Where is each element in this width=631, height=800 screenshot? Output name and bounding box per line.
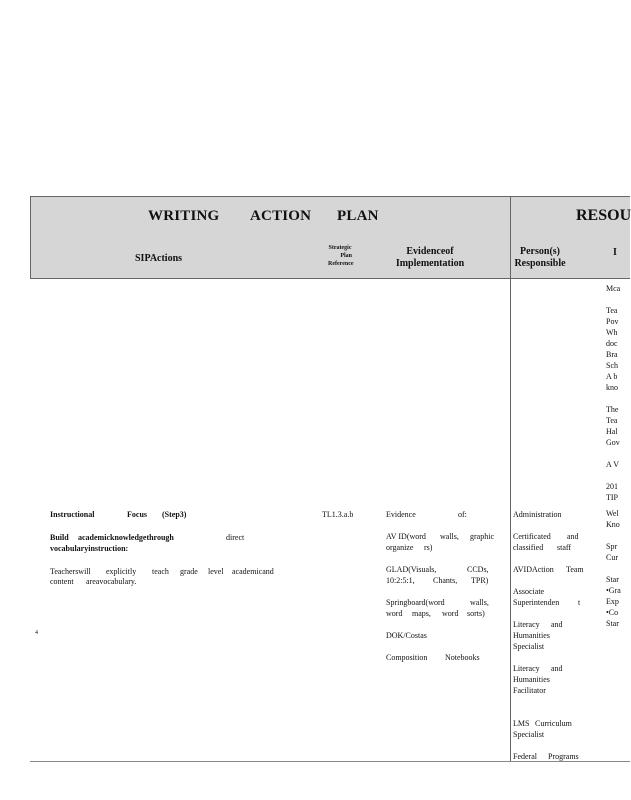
resource-fragment: Spr [606,542,618,551]
evidence-text: CCDs, [467,565,489,574]
person-text: Humanities [513,675,550,684]
focus-step: (Step3) [162,510,187,519]
resource-fragment: Hal [606,427,618,436]
resource-fragment: Tea [606,416,618,425]
teachers-word-3: teach [152,567,169,576]
resource-fragment: Bra [606,350,618,359]
page-mark: 4 [35,630,38,636]
resource-fragment: doc [606,339,618,348]
person-text: classified [513,543,544,552]
resource-fragment: Star [606,619,619,628]
resource-fragment: Mca [606,284,621,293]
person-text: and [567,532,579,541]
resource-fragment: •Co [606,608,619,617]
person-text: Facilitator [513,686,546,695]
resource-fragment: Star [606,575,619,584]
person-text: Curriculum [535,719,572,728]
resource-fragment: A V [606,460,619,469]
evidence-text: Springboard(word [386,598,445,607]
evidence-text: DOK/Costas [386,631,427,640]
teachers-line2-word-1: content [50,577,74,586]
evidence-text: AV ID(word [386,532,426,541]
person-text: t [578,598,581,607]
person-text: AVIDAction [513,565,554,574]
person-text: and [551,620,563,629]
person-text: LMS [513,719,530,728]
build-line-2: vocabularyinstruction: [50,544,129,553]
person-text: Programs [548,752,579,761]
table-left-border [30,196,31,278]
person-text: Team [566,565,584,574]
column-separator [510,196,511,762]
person-text: Literacy [513,664,540,673]
title-word-action: ACTION [250,208,312,224]
person-text: Certificated [513,532,551,541]
resource-fragment: Sch [606,361,618,370]
resource-fragment: Tea [606,306,618,315]
plan-reference: TL1.3.a.b [322,510,354,519]
header-cut-letter: I [613,247,617,258]
person-text: and [551,664,563,673]
resource-fragment: Wel [606,509,619,518]
teachers-word-1: Teacherswill [50,567,91,576]
evidence-text: maps, [412,609,431,618]
resource-fragment: •Gra [606,586,621,595]
title-word-writing: WRITING [148,208,220,224]
evidence-text: word [442,609,459,618]
evidence-text: rs) [424,543,433,552]
evidence-text: TPR) [471,576,489,585]
teachers-word-5: level [208,567,224,576]
evidence-text: Notebooks [445,653,480,662]
resource-fragment: Pov [606,317,619,326]
person-text: staff [557,543,572,552]
person-text: Literacy [513,620,540,629]
header-sip-actions: SIPActions [135,253,183,264]
resource-fragment: Wh [606,328,618,337]
resource-fragment: TIP [606,493,618,502]
teachers-word-6: academicand [232,567,274,576]
title-word-plan: PLAN [337,208,379,224]
teachers-word-2: explicitly [106,567,137,576]
evidence-text: sorts) [467,609,485,618]
teachers-line2-word-2: areavocabulary. [86,577,137,586]
evidence-text: Composition [386,653,428,662]
evidence-text: Chants, [433,576,458,585]
resource-fragment: 201 [606,482,618,491]
focus-word: Focus [127,510,147,519]
evidence-text: walls, [440,532,459,541]
evidence-text: of: [458,510,467,519]
evidence-text: graphic [470,532,494,541]
evidence-text: walls, [470,598,489,607]
header-evidence-of-implementation: Evidenceof Implementation [395,246,465,269]
resource-fragment: Gov [606,438,620,447]
evidence-text: Evidence [386,510,416,519]
resource-fragment: A b [606,372,618,381]
resource-fragment: kno [606,383,618,392]
build-word-3: direct [226,533,245,542]
evidence-text: organize [386,543,414,552]
build-word-2: academicknowledgethrough [78,533,174,542]
evidence-text: GLAD(Visuals, [386,565,437,574]
evidence-text: 10:2:5:1, [386,576,415,585]
header-persons-responsible: Person(s) Responsible [514,246,566,269]
resource-fragment: Cur [606,553,618,562]
build-word-1: Build [50,533,69,542]
focus-label: Instructional [50,510,95,519]
header-strategic-plan-reference: Strategic Plan Reference [328,245,354,267]
person-text: Federal [513,752,537,761]
resources-title: RESOU [576,207,631,224]
table-title-band [30,196,630,232]
person-text: Specialist [513,642,545,651]
evidence-text: word [386,609,403,618]
teachers-word-4: grade [180,567,198,576]
person-text: Specialist [513,730,545,739]
person-text: Associate [513,587,545,596]
table-bottom-border [30,761,630,762]
person-text: Administration [513,510,562,519]
person-text: Humanities [513,631,550,640]
resource-fragment: The [606,405,619,414]
resource-fragment: Exp [606,597,619,606]
resource-fragment: Kno [606,520,620,529]
person-text: Superintenden [513,598,560,607]
